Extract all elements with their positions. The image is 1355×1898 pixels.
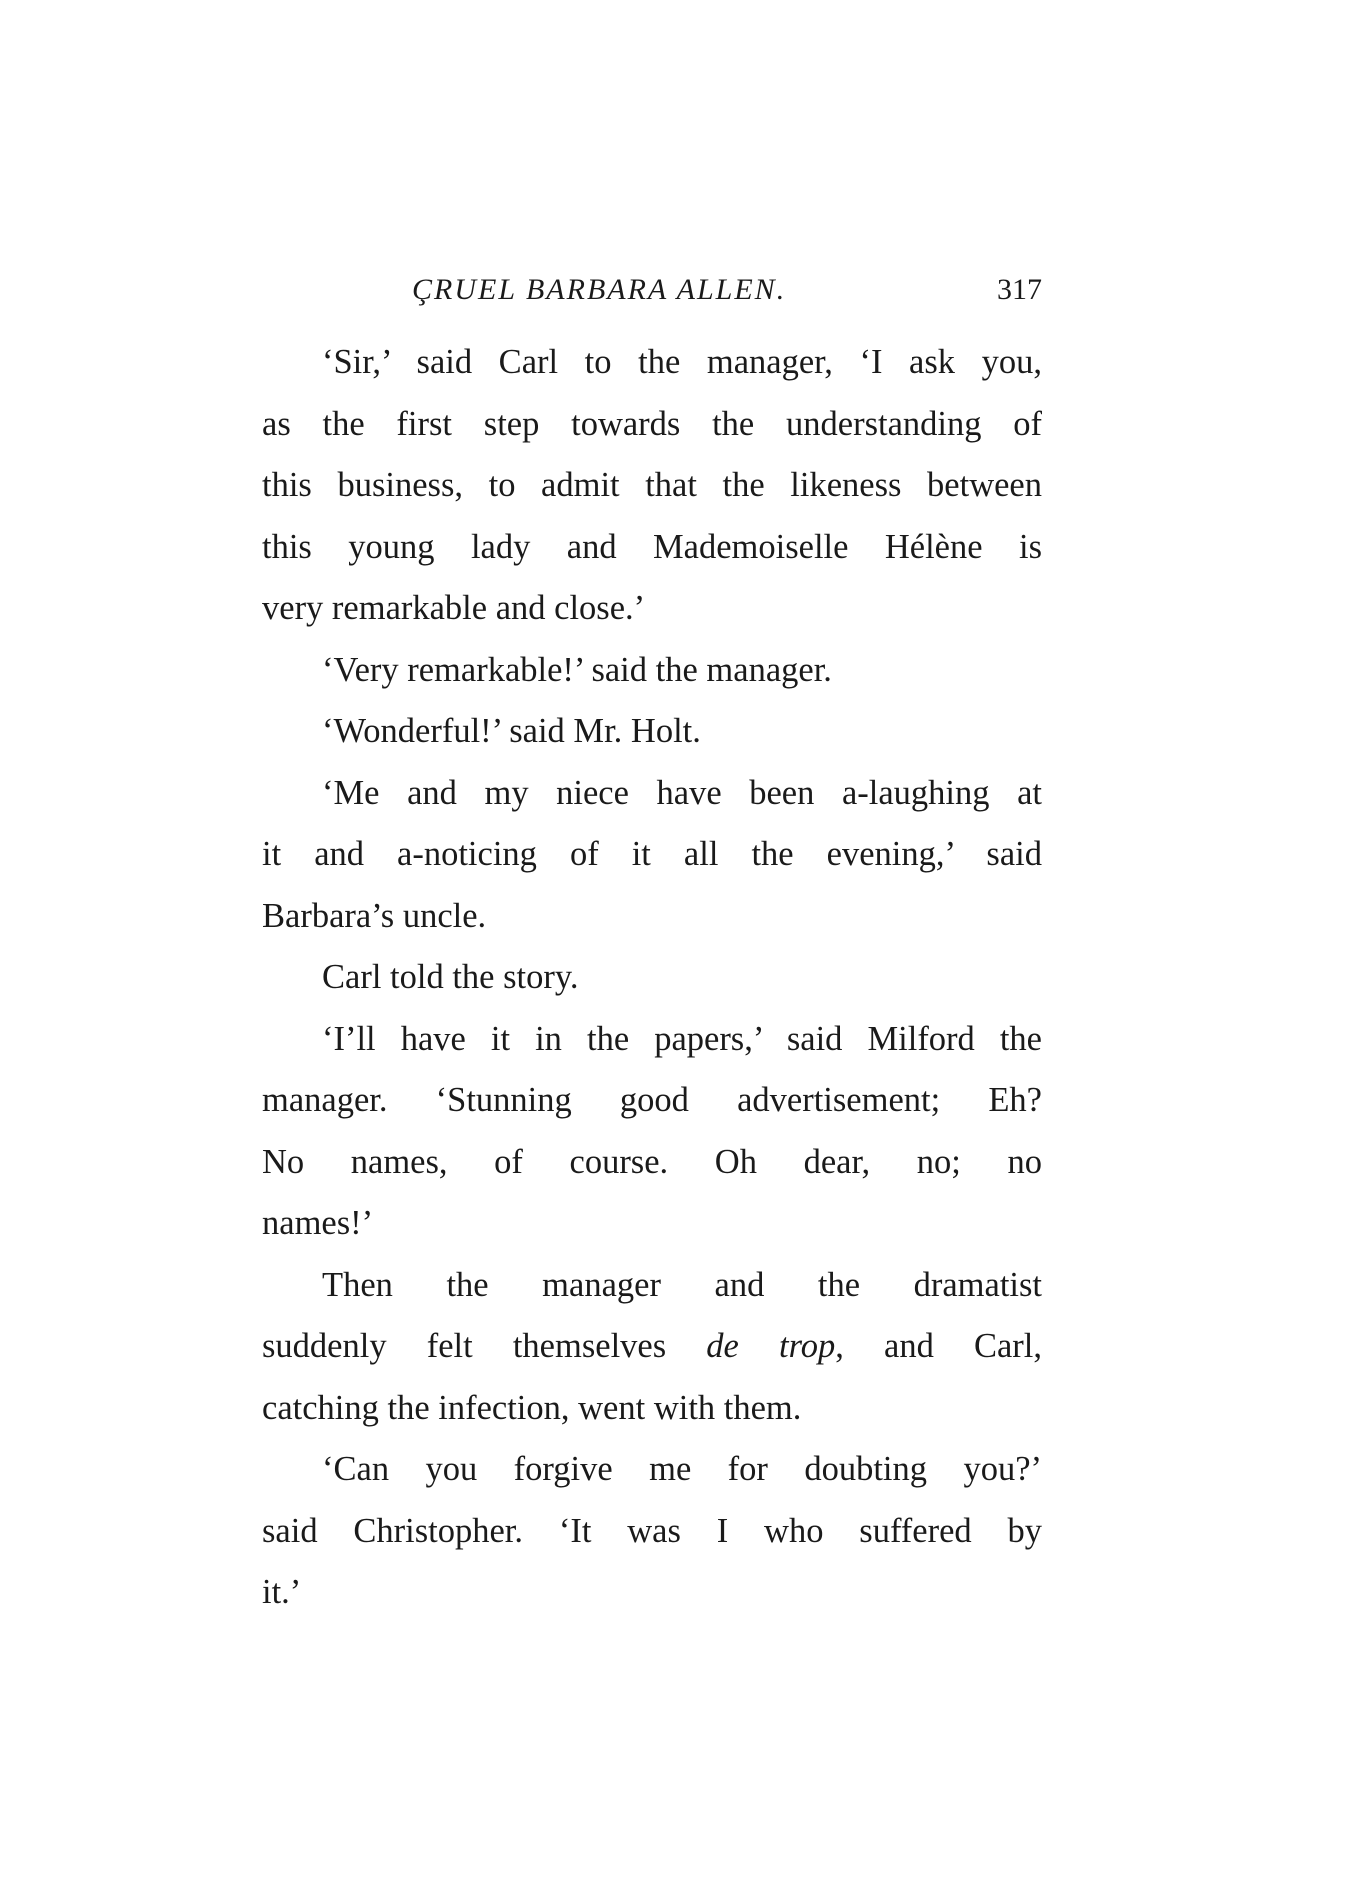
- text-line: ‘Can you forgive me for doubting you?’: [322, 1450, 1042, 1488]
- text-line: ‘Wonderful!’ said Mr. Holt.: [322, 712, 701, 750]
- text-line: ‘Very remarkable!’ said the manager.: [322, 650, 832, 689]
- running-head: [262, 268, 1042, 312]
- page-number: 317: [997, 273, 1042, 306]
- text-line: said Christopher. ‘It was I who suffered by: [262, 1511, 1042, 1550]
- text-line: ‘Sir,’ said Carl to the manager, ‘I ask you,: [322, 343, 1042, 381]
- paragraph-manager-reply: [262, 640, 1042, 702]
- text-line: Barbara’s uncle.: [262, 896, 487, 935]
- text-line: as the first step towards the understanding of: [262, 404, 1042, 443]
- paragraph-uncle-reply: [262, 763, 1042, 948]
- text-line: No names, of course. Oh dear, no; no: [262, 1142, 1042, 1181]
- paragraph-holt-reply: [262, 701, 1042, 763]
- paragraph-christopher: [262, 1439, 1042, 1624]
- text-line: manager. ‘Stunning good advertisement; Eh?: [262, 1081, 1042, 1119]
- italic-phrase: de trop: [706, 1327, 836, 1365]
- paragraph-milford: [262, 1009, 1042, 1255]
- text-line: Carl told the story.: [322, 958, 579, 996]
- paragraph-carl-asks: [262, 332, 1042, 640]
- text-segment: , and Carl,: [835, 1327, 1043, 1365]
- text-line: ‘Me and my niece have been a-laughing at: [322, 773, 1042, 812]
- paragraph-de-trop: [262, 1255, 1042, 1440]
- text-line: very remarkable and close.’: [262, 589, 646, 627]
- text-line: [262, 1316, 1042, 1378]
- text-line: this young lady and Mademoiselle Hélène is: [262, 527, 1042, 566]
- running-title: ÇRUEL BARBARA ALLEN.: [412, 273, 787, 306]
- body-text: [262, 332, 1042, 1624]
- text-line: it.’: [262, 1573, 302, 1611]
- text-line: names!’: [262, 1204, 374, 1242]
- text-line: this business, to admit that the likeness between: [262, 466, 1042, 504]
- text-line: Then the manager and the dramatist: [322, 1265, 1042, 1304]
- text-line: ‘I’ll have it in the papers,’ said Milford the: [322, 1019, 1042, 1058]
- text-segment: suddenly felt themselves: [262, 1327, 707, 1365]
- text-line: catching the infection, went with them.: [262, 1388, 802, 1427]
- paragraph-carl-story: [262, 947, 1042, 1009]
- text-line: it and a-noticing of it all the evening,’ said: [262, 835, 1042, 873]
